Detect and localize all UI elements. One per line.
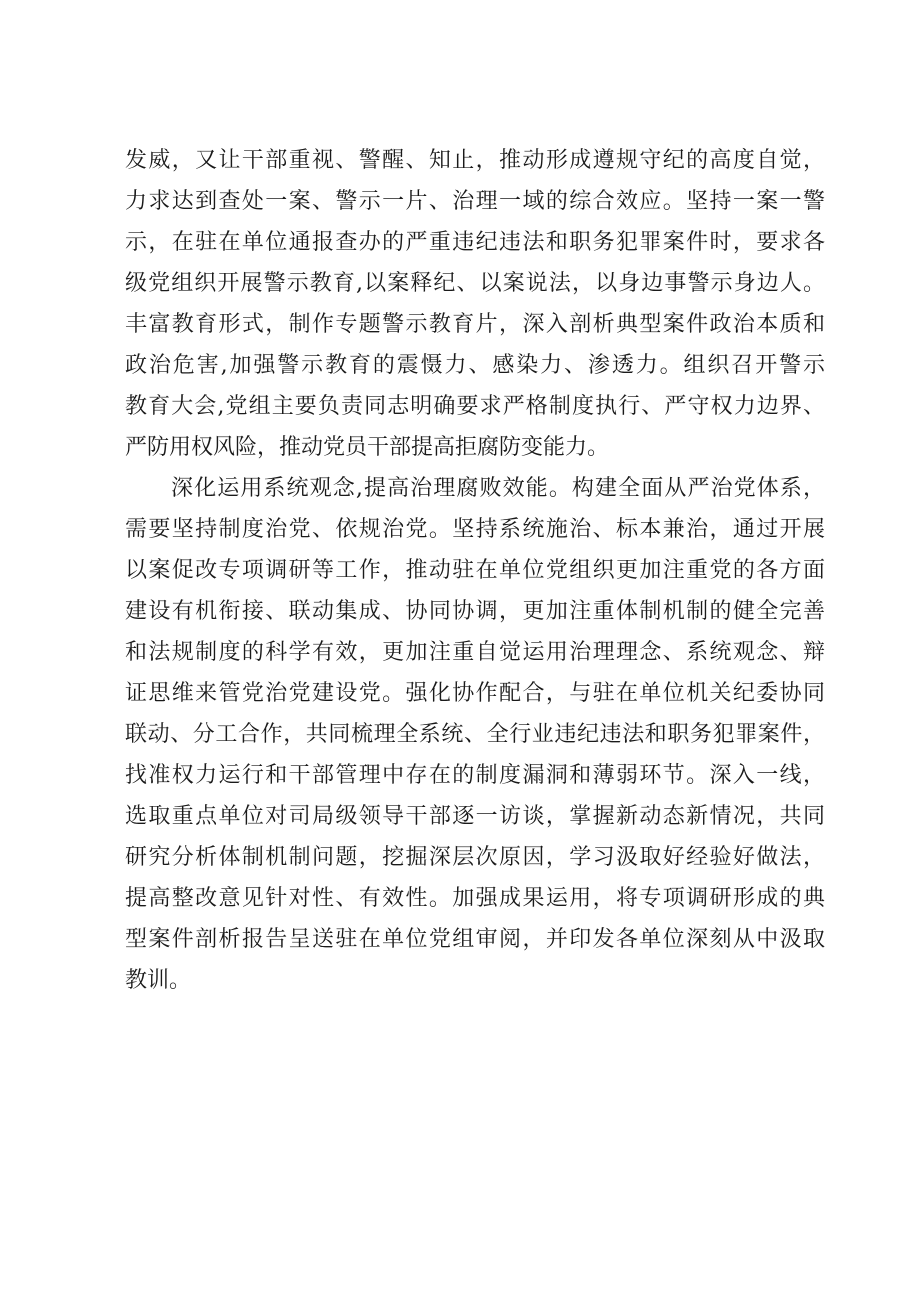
text-line: 型案件剖析报告呈送驻在单位党组审阅，并印发各单位深刻从中汲取 [125, 927, 825, 952]
text-line: 联动、分工合作，共同梳理全系统、全行业违纪违法和职务犯罪案件， [125, 722, 825, 747]
document-body [125, 140, 825, 1001]
text-line: 力求达到查处一案、警示一片、治理一域的综合效应。坚持一案一警 [125, 189, 825, 214]
text-line: 以案促改专项调研等工作，推动驻在单位党组织更加注重党的各方面 [125, 558, 825, 583]
text-line: 和法规制度的科学有效，更加注重自觉运用治理理念、系统观念、辩 [125, 640, 825, 665]
text-line: 深化运用系统观念,提高治理腐败效能。构建全面从严治党体系， [171, 476, 825, 501]
text-line: 级党组织开展警示教育,以案释纪、以案说法，以身边事警示身边人。 [125, 271, 825, 296]
text-line: 证思维来管党治党建设党。强化协作配合，与驻在单位机关纪委协同 [125, 681, 825, 706]
text-line: 严防用权风险，推动党员干部提高拒腐防变能力。 [125, 435, 610, 460]
paragraph-systematic-governance [125, 468, 825, 1001]
text-line: 教训。 [125, 968, 192, 993]
text-line: 研究分析体制机制问题，挖掘深层次原因，学习汲取好经验好做法， [125, 845, 825, 870]
text-line: 提高整改意见针对性、有效性。加强成果运用，将专项调研形成的典 [125, 886, 825, 911]
text-line: 找准权力运行和干部管理中存在的制度漏洞和薄弱环节。深入一线， [125, 763, 825, 788]
text-line: 需要坚持制度治党、依规治党。坚持系统施治、标本兼治，通过开展 [125, 517, 825, 542]
text-line: 丰富教育形式，制作专题警示教育片，深入剖析典型案件政治本质和 [125, 312, 825, 337]
text-line: 教育大会,党组主要负责同志明确要求严格制度执行、严守权力边界、 [125, 394, 825, 419]
text-line: 选取重点单位对司局级领导干部逐一访谈，掌握新动态新情况，共同 [125, 804, 825, 829]
text-line: 政治危害,加强警示教育的震慑力、感染力、渗透力。组织召开警示 [125, 353, 825, 378]
paragraph-warning-education [125, 140, 825, 468]
text-line: 发威，又让干部重视、警醒、知止，推动形成遵规守纪的高度自觉， [125, 148, 825, 173]
text-line: 示，在驻在单位通报查办的严重违纪违法和职务犯罪案件时，要求各 [125, 230, 825, 255]
text-line: 建设有机衔接、联动集成、协同协调，更加注重体制机制的健全完善 [125, 599, 825, 624]
